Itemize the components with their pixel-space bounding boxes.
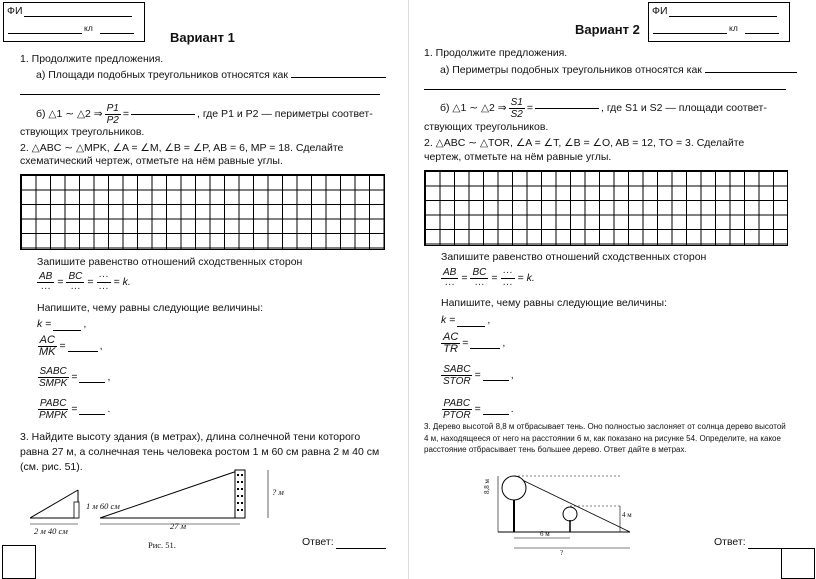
q2-fraction-left xyxy=(37,366,69,389)
values-head-right: Напишите, чему равны следующие величины: xyxy=(441,297,668,309)
ratio-f1-num-right: AB xyxy=(443,267,457,278)
variant-title-left: Вариант 1 xyxy=(170,30,235,45)
ratio-eq-left xyxy=(37,271,131,294)
task1b-num-left: P1 xyxy=(106,103,119,114)
task1b-den-right: S2 xyxy=(510,109,523,120)
k-row-left: k = , xyxy=(37,318,87,330)
fig-sun-ray-big xyxy=(100,470,240,518)
task1a-answer-left[interactable] xyxy=(291,77,386,78)
task1b-num-right: S1 xyxy=(510,97,523,108)
task2-line1-left: 2. △ABC ∼ △MPK, ∠A = ∠M, ∠B = ∠P, AB = 6, MP = 18. Сделайте xyxy=(20,142,344,154)
fig-person-height: 1 м 60 см xyxy=(86,501,120,511)
task1a-answer-right[interactable] xyxy=(705,72,797,73)
task1-head-left: 1. Продолжите предложения. xyxy=(20,53,164,65)
fi-label-right: ФИ xyxy=(652,5,668,17)
ratio-f2-den-left[interactable]: ··· xyxy=(70,283,81,294)
ratio-f3-den-left[interactable]: ··· xyxy=(98,283,109,294)
score-box-left[interactable] xyxy=(2,545,36,579)
q3-num-right: PABC xyxy=(443,398,471,409)
name-box-right xyxy=(648,2,790,42)
q1-row-left: $\frac{AC}{MK}$ = , xyxy=(39,334,103,358)
fig54-small-tree-crown xyxy=(563,507,577,521)
q3-answer-left[interactable] xyxy=(79,414,105,415)
page-divider xyxy=(408,0,409,579)
kl-field-left[interactable] xyxy=(100,33,134,34)
q1-answer-left[interactable] xyxy=(68,351,98,352)
fig54-distance-label: 6 м xyxy=(540,530,550,538)
task3-left: 3. Найдите высоту здания (в метрах), длина солнечной тени которого равна 27 м, а солнечная тень человека ростом 1 м 60 см равна 2 м 40 см (см. рис. 51). xyxy=(20,431,380,473)
task1b-answer-right[interactable] xyxy=(535,108,599,109)
fig-building-shadow: 27 м xyxy=(170,521,187,531)
drawing-grid-right[interactable] xyxy=(424,170,788,246)
k-row-right: k = , xyxy=(441,314,491,326)
task1b-cont-right: ствующих треугольников. xyxy=(424,121,549,133)
ratio-f1-den-right[interactable]: ··· xyxy=(444,279,455,290)
kl-field-blank-left[interactable] xyxy=(8,33,82,34)
task1b-fraction-right xyxy=(509,97,525,120)
k-answer-right[interactable] xyxy=(457,326,485,327)
task1b-left xyxy=(36,103,373,126)
k-label-left: k = xyxy=(37,318,52,330)
ratio-end-left: = k. xyxy=(113,276,131,288)
fig-sun-ray-small xyxy=(30,490,78,518)
eq-sign: = xyxy=(57,276,64,288)
q3-fraction-left xyxy=(37,398,69,421)
fig54-big-tree-crown xyxy=(502,476,526,500)
values-head-left: Напишите, чему равны следующие величины: xyxy=(37,302,264,314)
ratio-f3-left xyxy=(97,271,111,294)
q3-answer-right[interactable] xyxy=(483,414,509,415)
fig-caption-51: Рис. 51. xyxy=(148,540,176,550)
task1b-fraction-left xyxy=(105,103,121,126)
ratio-f1-left xyxy=(37,271,54,294)
ratio-f3-num-right[interactable]: ··· xyxy=(502,267,513,278)
q1-num-left: AC xyxy=(39,334,55,346)
task1a-text-left: а) Площади подобных треугольников относятся как xyxy=(36,69,288,81)
k-label-right: k = xyxy=(441,314,456,326)
task1b-eq-left: = xyxy=(122,108,129,120)
q2-num-left: SABC xyxy=(39,366,67,377)
ratio-f1-den-left[interactable]: ··· xyxy=(40,283,51,294)
q3-fraction-right xyxy=(441,398,473,421)
fig54-total-label: ? xyxy=(560,549,564,557)
q1-fraction-left xyxy=(37,335,58,358)
name-box-left xyxy=(3,2,145,42)
ratio-f2-num-left: BC xyxy=(68,271,83,282)
q2-den-left: SMPK xyxy=(39,378,68,389)
task1a-line2-left[interactable] xyxy=(20,94,380,95)
fi-field-left[interactable] xyxy=(24,16,132,17)
kl-label-left: кл xyxy=(84,23,93,33)
task1a-left xyxy=(36,69,386,82)
figure-51 xyxy=(30,468,300,538)
q3-row-left: $\frac{\text{PABC}}{\text{PMPK}}$ = . xyxy=(39,398,111,421)
fig-building-height: ? м xyxy=(272,487,284,497)
task1b-post-right: , где S1 и S2 — площади соответ- xyxy=(600,102,767,114)
q1-den-right: TR xyxy=(443,343,458,355)
ratio-head-right: Запишите равенство отношений сходственных сторон xyxy=(441,251,707,263)
ratio-f3-right xyxy=(501,267,515,290)
ratio-f2-den-right[interactable]: ··· xyxy=(474,279,485,290)
q3-den-right: PTOR xyxy=(443,410,471,421)
task1a-right xyxy=(440,64,797,77)
figure-54 xyxy=(488,470,638,556)
variant-title-right: Вариант 2 xyxy=(575,22,640,37)
ratio-f3-num-left[interactable]: ··· xyxy=(98,271,109,282)
ratio-f2-left xyxy=(66,271,84,294)
drawing-grid-left[interactable] xyxy=(20,174,385,250)
task1b-post-left: , где P1 и P2 — периметры соответ- xyxy=(196,108,373,120)
fig54-sun-ray xyxy=(514,476,630,532)
task1b-right: б) △1 ∼ △2 ⇒ $\frac{S1}{S2}$ = , где S1 и S2 — площади соответ- xyxy=(440,97,767,120)
q1-answer-right[interactable] xyxy=(470,348,500,349)
q1-fraction-right xyxy=(441,332,460,355)
task1b-cont-left: ствующих треугольников. xyxy=(20,126,145,138)
answer-field-left[interactable] xyxy=(336,548,386,549)
q2-answer-right[interactable] xyxy=(483,380,509,381)
task2-line2-right: чертеж, отметьте на нём равные углы. xyxy=(424,151,612,163)
ratio-head-left: Запишите равенство отношений сходственных сторон xyxy=(37,256,303,268)
score-box-right[interactable] xyxy=(781,548,815,579)
task3-right: 3. Дерево высотой 8,8 м отбрасывает тень. Оно полностью заслоняет от солнца дерево высотой 4 м, находящееся от него на расстоянии 6 м, как показано на рисунке 54. Определите, на какое расстояние отбрасывает тень большее дерево. Ответ дайте в метрах. xyxy=(424,422,786,454)
task1b-pre-left: б) △1 ∼ △2 ⇒ xyxy=(36,108,103,120)
fig54-big-tree-label: 8,8 м xyxy=(483,479,491,494)
kl-label-right: кл xyxy=(729,23,738,33)
fig54-small-tree-label: 4 м xyxy=(622,511,632,519)
ratio-f2-num-right: BC xyxy=(472,267,487,278)
q2-row-left: $\frac{\text{SABC}}{\text{SMPK}}$ = , xyxy=(39,366,111,389)
answer-row-left xyxy=(302,536,386,549)
q3-num-left: PABC xyxy=(39,398,67,409)
q2-row-right: $\frac{\text{SABC}}{\text{STOR}}$ = , xyxy=(443,364,514,387)
ratio-end-right: = k. xyxy=(517,272,535,284)
k-answer-left[interactable] xyxy=(53,330,81,331)
q1-row-right: $\frac{AC}{TR}$ = , xyxy=(443,331,506,355)
fi-field-right[interactable] xyxy=(669,16,777,17)
answer-label-left: Ответ: xyxy=(302,536,334,548)
ratio-eq-right: $\frac{AB}{\cdot\cdot\cdot}$ = $\frac{BC}{\cdot\cdot\cdot}$ = $\frac{\cdot\cdot\cdot}{\cdot\cdot\cdot}$ = k. xyxy=(443,267,535,290)
q3-den-left: PMPK xyxy=(39,410,68,421)
eq-sign: = xyxy=(87,276,94,288)
task1b-answer-left[interactable] xyxy=(131,114,195,115)
q1-num-right: AC xyxy=(443,331,459,343)
task1b-pre-right: б) △1 ∼ △2 ⇒ xyxy=(440,102,507,114)
fi-label-left: ФИ xyxy=(7,5,23,17)
q2-num-right: SABC xyxy=(443,364,471,375)
q2-fraction-right xyxy=(441,364,473,387)
q1-den-left: MK xyxy=(39,346,56,358)
q3-row-right: $\frac{\text{PABC}}{\text{PTOR}}$ = . xyxy=(443,398,514,421)
answer-label-right: Ответ: xyxy=(714,536,746,548)
ratio-f2-right xyxy=(470,267,488,290)
task2-line1-right: 2. △ABC ∼ △TOR, ∠A = ∠T, ∠B = ∠O, AB = 12, TO = 3. Сделайте xyxy=(424,137,745,149)
task2-line2-left: схематический чертеж, отметьте на нём равные углы. xyxy=(20,155,283,167)
fig-person-shadow: 2 м 40 см xyxy=(34,526,68,536)
ratio-f1-num-left: AB xyxy=(39,271,53,282)
kl-field-blank-right[interactable] xyxy=(653,33,727,34)
task1a-text-right: а) Периметры подобных треугольников относятся как xyxy=(440,64,702,76)
task1a-line2-right[interactable] xyxy=(424,89,786,90)
fig-person xyxy=(74,502,79,518)
q2-den-right: STOR xyxy=(443,376,471,387)
fig-building xyxy=(235,470,245,518)
ratio-f1-right xyxy=(441,267,458,290)
task1b-den-left: P2 xyxy=(106,115,119,126)
task1-head-right: 1. Продолжите предложения. xyxy=(424,47,568,59)
kl-field-right[interactable] xyxy=(745,33,779,34)
ratio-f3-den-right[interactable]: ··· xyxy=(502,279,513,290)
q2-answer-left[interactable] xyxy=(79,382,105,383)
